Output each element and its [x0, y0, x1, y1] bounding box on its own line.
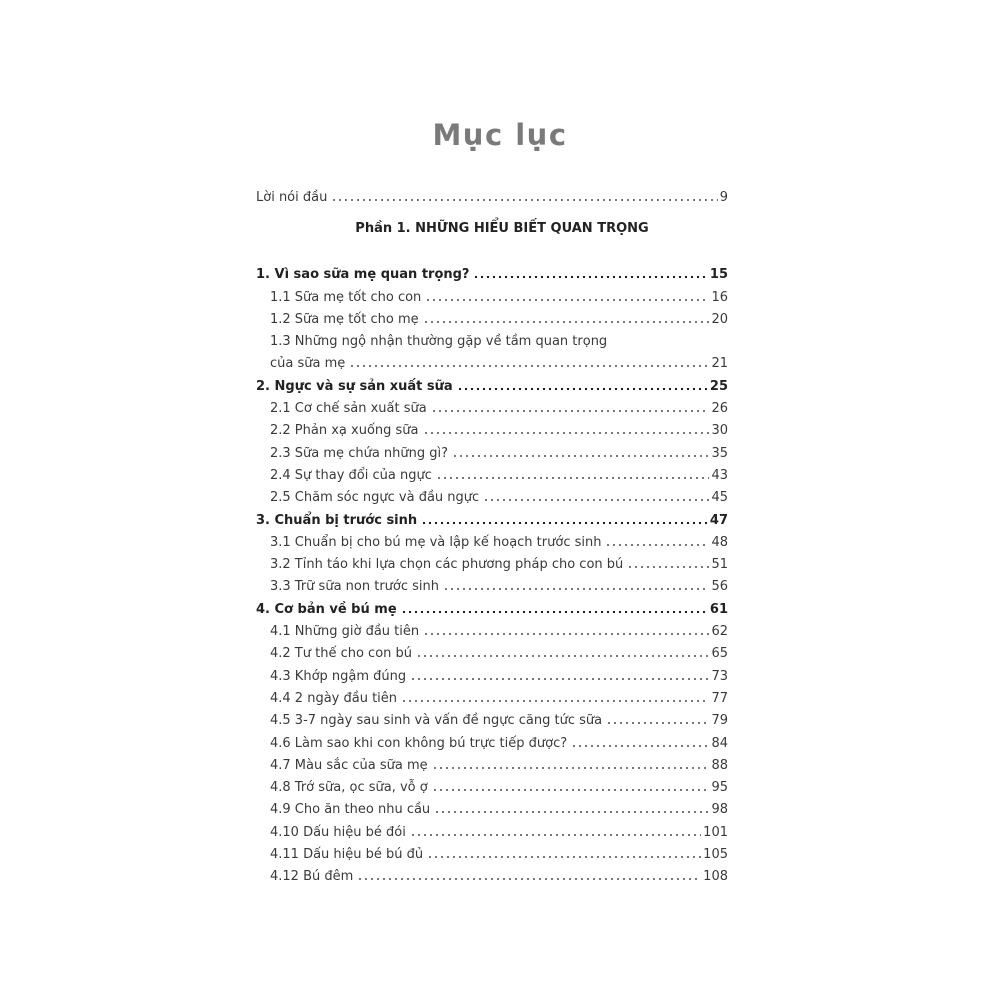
toc-entry-label: 2.2 Phản xạ xuống sữa [270, 423, 419, 439]
toc-entry-label: 4.7 Màu sắc của sữa mẹ [270, 757, 428, 773]
toc-entry-label: 2.3 Sữa mẹ chứa những gì? [270, 445, 449, 461]
dot-leader [457, 386, 708, 392]
toc-page-number: 30 [711, 423, 728, 439]
toc-entry-label: 3.1 Chuẩn bị cho bú mẹ và lập kế hoạch trước sinh [270, 534, 602, 550]
page-title: Mục lục [432, 118, 568, 152]
dot-leader [432, 765, 710, 771]
toc-section-entry[interactable] [256, 573, 728, 595]
toc-page-number: 16 [711, 289, 728, 305]
toc-entry-label: 1.3 Những ngộ nhận thường gặp về tầm quan trọng [270, 334, 608, 350]
toc-entry-label: 3.3 Trữ sữa non trước sinh [270, 579, 440, 595]
toc-section-entry[interactable] [256, 395, 728, 417]
dot-leader [436, 475, 710, 481]
toc-entry-label: Lời nói đầu [256, 190, 328, 205]
toc-section-entry[interactable] [256, 283, 728, 305]
dot-leader [427, 854, 701, 860]
toc-section-entry[interactable] [256, 350, 728, 372]
toc-page-number: 73 [711, 668, 728, 684]
dot-leader [606, 720, 709, 726]
dot-leader [401, 609, 708, 615]
dot-leader [357, 876, 701, 882]
toc-section-entry[interactable] [256, 841, 728, 863]
dot-leader [423, 631, 709, 637]
toc-page-number: 65 [711, 646, 728, 662]
chapter-list [256, 261, 728, 885]
dot-leader [423, 430, 710, 436]
toc-section-entry[interactable] [256, 417, 728, 439]
toc-section-entry-line1[interactable] [256, 328, 728, 350]
toc-section-entry[interactable] [256, 729, 728, 751]
toc-page-number: 95 [711, 780, 728, 796]
dot-leader [410, 676, 709, 682]
toc-section-entry[interactable] [256, 685, 728, 707]
toc-entry-label: 4. Cơ bản về bú mẹ [256, 601, 397, 617]
toc-page-number: 21 [711, 356, 728, 372]
toc-entry-label: 3. Chuẩn bị trước sinh [256, 512, 418, 528]
toc-page-number: 26 [711, 401, 728, 417]
toc-section-entry[interactable] [256, 863, 728, 885]
toc-entry-label: 4.9 Cho ăn theo nhu cầu [270, 802, 431, 818]
dot-leader [443, 586, 709, 592]
toc-section-entry[interactable] [256, 462, 728, 484]
toc-page-number: 51 [711, 557, 728, 573]
toc-section-entry[interactable] [256, 818, 728, 840]
toc-entry-label: 2.1 Cơ chế sản xuất sữa [270, 401, 427, 417]
toc-entry-label: 4.5 3-7 ngày sau sinh và vấn đề ngực căng tức sữa [270, 713, 603, 729]
dot-leader [627, 564, 709, 570]
toc-chapter-entry[interactable] [256, 372, 728, 394]
toc-section-entry[interactable] [256, 796, 728, 818]
toc-page-number: 77 [711, 690, 728, 706]
dot-leader [331, 197, 717, 203]
dot-leader [401, 698, 709, 704]
toc-section-entry[interactable] [256, 618, 728, 640]
toc-page-number: 88 [711, 757, 728, 773]
toc-section-entry[interactable] [256, 484, 728, 506]
toc-page-number: 35 [711, 445, 728, 461]
toc-section-entry[interactable] [256, 640, 728, 662]
toc-page-number: 15 [709, 267, 728, 283]
toc-entry-label: của sữa mẹ [270, 356, 346, 372]
toc-entry-preface[interactable] [256, 186, 728, 206]
toc-entry-label: 4.6 Làm sao khi con không bú trực tiếp được? [270, 735, 568, 751]
toc-entry-label: 2.4 Sự thay đổi của ngực [270, 467, 432, 483]
toc-page-number: 101 [703, 824, 728, 840]
toc-section-entry[interactable] [256, 752, 728, 774]
toc-page-number: 9 [719, 190, 728, 205]
dot-leader [473, 274, 707, 280]
toc-entry-label: 2. Ngực và sự sản xuất sữa [256, 378, 453, 394]
toc-section-entry[interactable] [256, 707, 728, 729]
toc-page-number: 56 [711, 579, 728, 595]
toc-page-number: 48 [711, 534, 728, 550]
dot-leader [483, 497, 709, 503]
toc-section-entry[interactable] [256, 439, 728, 461]
toc-page-number: 20 [711, 311, 728, 327]
dot-leader [605, 542, 709, 548]
toc-section-entry[interactable] [256, 529, 728, 551]
toc-entry-label: 4.8 Trớ sữa, ọc sữa, vỗ ợ [270, 780, 428, 796]
toc-page-number: 84 [711, 735, 728, 751]
dot-leader [423, 319, 710, 325]
toc-entry-label: 4.12 Bú đêm [270, 869, 354, 885]
toc-chapter-entry[interactable] [256, 261, 728, 283]
part-heading: Phần 1. NHỮNG HIỂU BIẾT QUAN TRỌNG [355, 221, 649, 236]
dot-leader [432, 787, 710, 793]
toc-page-number: 61 [709, 601, 728, 617]
toc-entry-label: 4.10 Dấu hiệu bé đói [270, 824, 406, 840]
toc-section-entry[interactable] [256, 551, 728, 573]
toc-entry-label: 2.5 Chăm sóc ngực và đầu ngực [270, 490, 480, 506]
dot-leader [434, 809, 709, 815]
toc-section-entry[interactable] [256, 306, 728, 328]
toc-section-entry[interactable] [256, 774, 728, 796]
toc-entry-label: 1. Vì sao sữa mẹ quan trọng? [256, 267, 470, 283]
dot-leader [571, 743, 709, 749]
toc-page-number: 43 [711, 467, 728, 483]
toc-entry-label: 4.3 Khớp ngậm đúng [270, 668, 407, 684]
toc-page-number: 108 [703, 869, 728, 885]
toc-chapter-entry[interactable] [256, 506, 728, 528]
toc-entry-label: 3.2 Tỉnh táo khi lựa chọn các phương pháp cho con bú [270, 557, 624, 573]
toc-entry-label: 4.11 Dấu hiệu bé bú đủ [270, 847, 424, 863]
toc-page-number: 79 [711, 713, 728, 729]
dot-leader [421, 520, 708, 526]
toc-page-number: 62 [711, 624, 728, 640]
toc-page-number: 105 [703, 847, 728, 863]
toc-section-entry[interactable] [256, 662, 728, 684]
toc-entry-label: 4.2 Tư thế cho con bú [270, 646, 413, 662]
toc-chapter-entry[interactable] [256, 595, 728, 617]
toc-entry-label: 4.4 2 ngày đầu tiên [270, 690, 398, 706]
dot-leader [431, 408, 710, 414]
dot-leader [410, 832, 701, 838]
dot-leader [425, 297, 709, 303]
dot-leader [416, 653, 709, 659]
table-of-contents [256, 186, 728, 885]
toc-entry-label: 4.1 Những giờ đầu tiên [270, 624, 420, 640]
dot-leader [452, 453, 709, 459]
toc-page-number: 98 [711, 802, 728, 818]
dot-leader [349, 363, 709, 369]
toc-page-number: 25 [709, 378, 728, 394]
toc-page-number: 45 [711, 490, 728, 506]
toc-entry-label: 1.1 Sữa mẹ tốt cho con [270, 289, 422, 305]
toc-page-number: 47 [709, 512, 728, 528]
toc-entry-label: 1.2 Sữa mẹ tốt cho mẹ [270, 311, 419, 327]
